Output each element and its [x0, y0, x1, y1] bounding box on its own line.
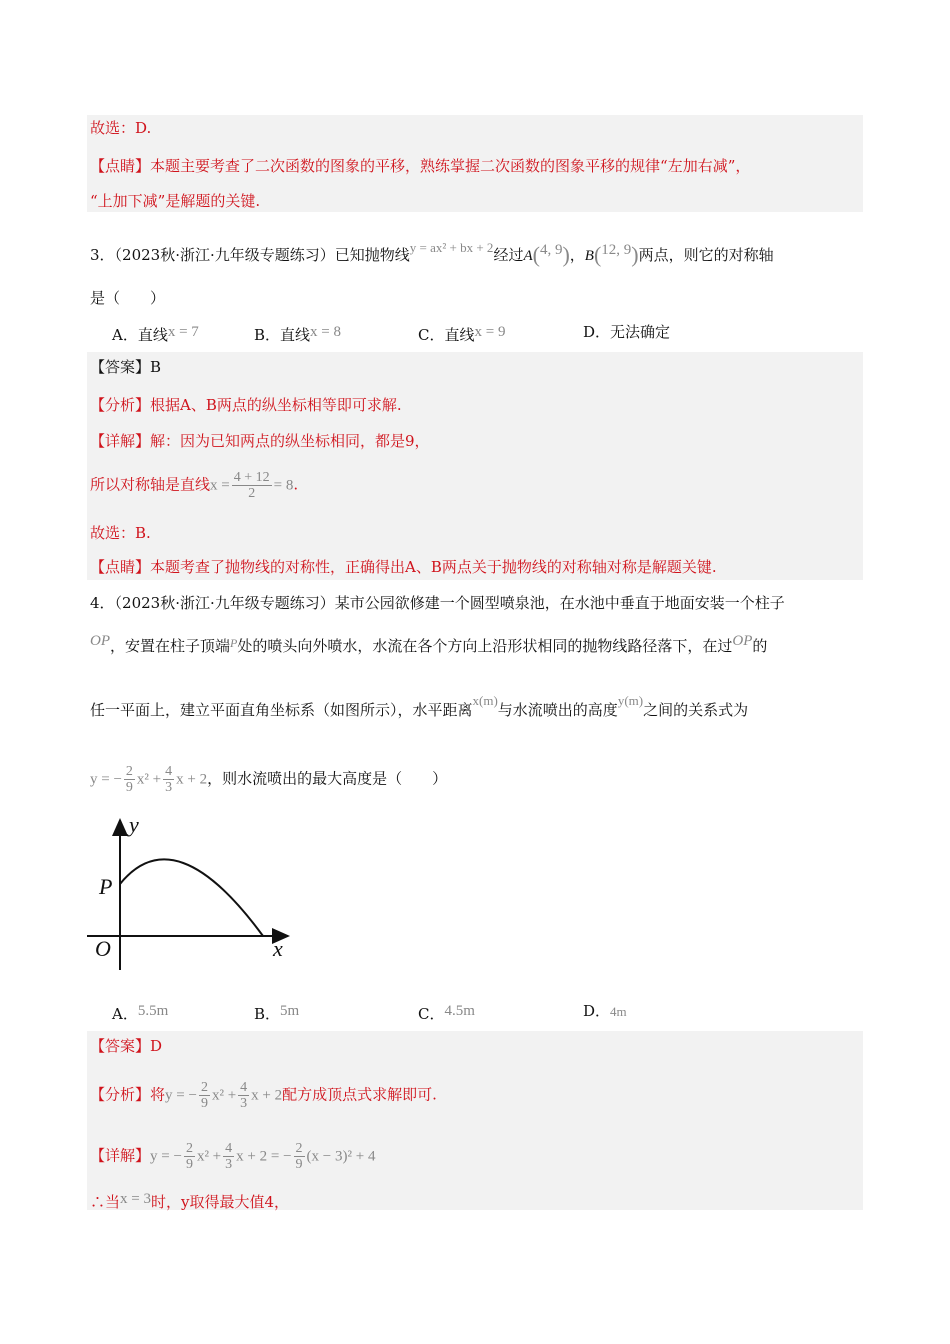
y-axis-label: y	[129, 812, 139, 837]
eq-part: x² +	[211, 1087, 237, 1104]
q3-coord-a: 4, 9	[539, 242, 563, 258]
q3-stem-line2: 是（ ）	[90, 289, 166, 307]
q4-option-a[interactable]: A．5.5m	[112, 1003, 169, 1023]
q4-p: P	[230, 636, 238, 650]
q4-option-d[interactable]: D．4m	[583, 1002, 627, 1020]
solution-block-q3	[87, 352, 863, 580]
q3-equation: y = ax² + bx + 2	[409, 240, 494, 255]
eq-part: x + 2	[251, 1087, 283, 1104]
fraction: $\frac{2}{9}$	[125, 764, 133, 795]
fraction: $\frac{2}{9}$	[185, 1141, 193, 1172]
q4-ym: y(m)	[617, 693, 644, 708]
fraction: $\frac{2}{9}$	[295, 1141, 303, 1172]
q3-detail-cont: 所以对称轴是直线x = $\frac{4 + 12}{2}$ = 8.	[90, 470, 299, 501]
water-parabola	[120, 859, 263, 936]
q3-stem-line1	[90, 237, 774, 267]
fraction: $\frac{4 + 12}{2}$	[233, 470, 270, 501]
fraction: $\frac{4}{3}$	[240, 1080, 248, 1111]
eq-part: x² +	[136, 771, 162, 788]
q4-option-b[interactable]: B．5m	[254, 1003, 300, 1023]
q4-stem-line4: y = − $\frac{2}{9}$ x² + $\frac{4}{3}$ x + 2，则水流喷出的最大高度是（ ）	[90, 764, 448, 795]
q3-answer: 【答案】B	[90, 358, 162, 376]
q3-point-a: A	[523, 248, 533, 264]
fraction: $\frac{4}{3}$	[165, 764, 173, 795]
comment-text: 本题主要考查了二次函数的图象的平移，熟练掌握二次函数的图象平移的规律“左加右减”，	[150, 157, 751, 175]
q4-analysis: 【分析】将y = − $\frac{2}{9}$ x² + $\frac{4}{3}$ x + 2配方成顶点式求解即可.	[90, 1080, 437, 1111]
eq-part: y = −	[150, 1148, 182, 1165]
parabola-graph	[85, 812, 305, 982]
q4-answer: 【答案】D	[90, 1037, 163, 1055]
eq-part: x² +	[196, 1148, 222, 1165]
q4-detail: 【详解】y = − $\frac{2}{9}$ x² + $\frac{4}{3}$ x + 2 = − $\frac{2}{9}$ (x − 3)² + 4	[90, 1141, 376, 1172]
paren-left: (	[532, 242, 540, 267]
q3-coord-b: 12, 9	[601, 242, 632, 258]
q2-comment-cont: “上加下减”是解题的关键.	[90, 192, 261, 210]
eq-part: (x − 3)² + 4	[306, 1148, 376, 1165]
fraction: $\frac{2}{9}$	[200, 1080, 208, 1111]
x-axis-label: x	[273, 936, 283, 961]
eq-part: x + 2	[176, 771, 208, 788]
q3-option-a[interactable]: A．直线x = 7	[112, 324, 199, 344]
solution-block-q4	[87, 1031, 863, 1210]
paren-right: )	[631, 242, 639, 267]
q4-stem-line1: 4．（2023秋·浙江·九年级专题练习）某市公园欲修建一个圆型喷泉池，在水池中垂直于地面安装一个柱子	[90, 594, 785, 612]
origin-label: O	[95, 936, 111, 961]
q3-stem: 3．（2023秋·浙江·九年级专题练习）已知抛物线	[90, 246, 410, 264]
q4-op: OP	[90, 633, 110, 649]
q3-option-c[interactable]: C．直线x = 9	[418, 324, 506, 344]
q4-op2: OP	[732, 633, 753, 649]
q3-pass: 经过	[493, 246, 524, 264]
q3-stem-tail: 两点，则它的对称轴	[638, 246, 774, 264]
q2-comment	[90, 155, 750, 177]
eq-part: x + 2 = −	[236, 1148, 292, 1165]
q2-choice: 故选：D.	[90, 119, 152, 137]
p-label: P	[99, 874, 113, 899]
eq-part: x = 3	[120, 1191, 151, 1207]
eq-part: y = −	[165, 1087, 197, 1104]
q4-stem-line3: 任一平面上，建立平面直角坐标系（如图所示），水平距离x(m)与水流喷出的高度y(m)之间的关系式为	[90, 693, 749, 719]
eq-part: y = −	[90, 771, 122, 788]
q3-choice: 故选：B.	[90, 524, 151, 542]
q3-detail: 【详解】解：因为已知两点的纵坐标相同，都是9，	[90, 432, 430, 450]
math-rhs: = 8	[273, 477, 294, 494]
q3-option-d[interactable]: D．无法确定	[583, 323, 671, 341]
comment-tag: 【点睛】	[90, 157, 151, 175]
q3-analysis: 【分析】根据A、B两点的纵坐标相等即可求解.	[90, 396, 402, 414]
q4-xm: x(m)	[472, 693, 498, 708]
q4-conclusion: ∴当x = 3时，y取得最大值4，	[90, 1191, 290, 1211]
fraction: $\frac{4}{3}$	[225, 1141, 233, 1172]
q3-point-b: B	[584, 248, 594, 264]
paren-left: (	[593, 242, 602, 267]
q3-option-b[interactable]: B．直线x = 8	[254, 324, 341, 344]
q3-comma: ，	[569, 246, 585, 264]
paren-right: )	[562, 242, 570, 267]
math-lhs: x =	[210, 477, 230, 494]
q4-option-c[interactable]: C．4.5m	[418, 1003, 475, 1023]
q3-comment: 【点睛】本题考查了抛物线的对称性，正确得出A、B两点关于抛物线的对称轴对称是解题关键.	[90, 558, 717, 576]
q4-stem-line2: OP，安置在柱子顶端$^P$处的喷头向外喷水，水流在各个方向上沿形状相同的抛物线路径落下，在过OP的	[90, 633, 768, 655]
